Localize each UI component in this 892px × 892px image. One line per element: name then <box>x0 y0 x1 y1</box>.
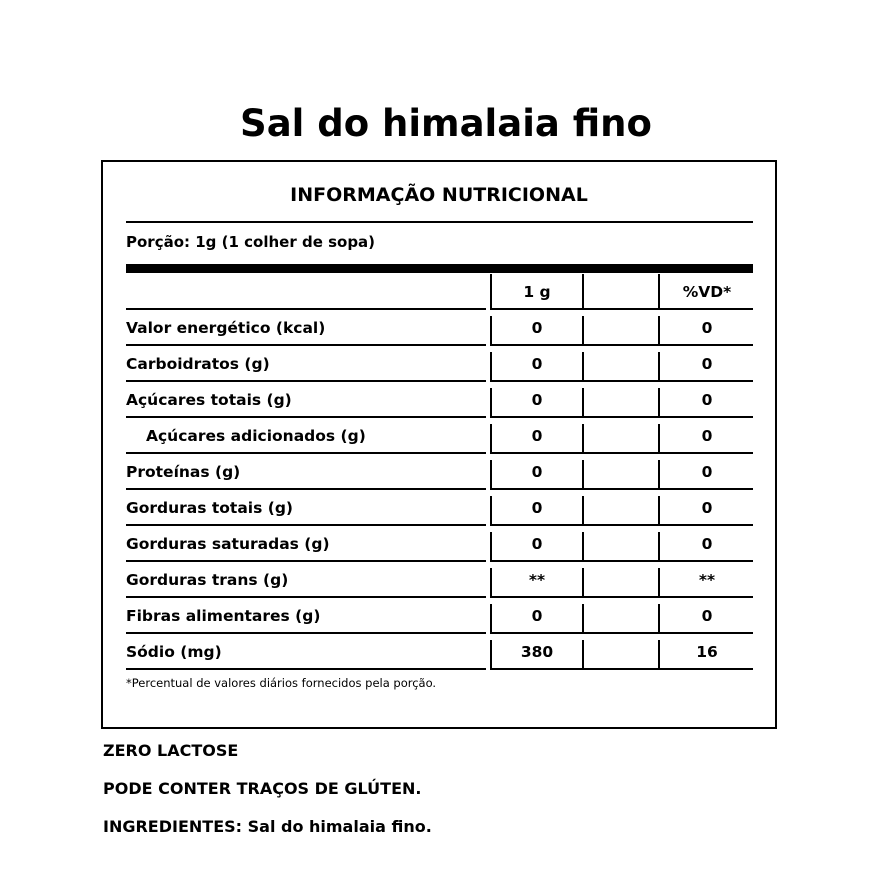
nutrient-label: Valor energético (kcal) <box>126 319 326 337</box>
nutrient-amount: 0 <box>531 535 543 553</box>
column-divider <box>658 496 660 526</box>
column-divider <box>658 274 660 310</box>
column-divider <box>490 568 492 598</box>
nutrient-amount: 380 <box>520 643 554 661</box>
nutrient-vd: 0 <box>701 535 713 553</box>
column-divider <box>658 352 660 382</box>
column-header-row <box>103 274 775 310</box>
nutrient-label: Gorduras trans (g) <box>126 571 289 589</box>
nutrient-row <box>103 310 775 346</box>
nutrient-label: Açúcares adicionados (g) <box>146 427 366 445</box>
thick-divider <box>126 264 753 273</box>
nutrient-row <box>103 634 775 670</box>
nutrient-amount: 0 <box>531 427 543 445</box>
column-divider <box>582 424 584 454</box>
lactose-note: ZERO LACTOSE <box>103 741 239 760</box>
portion-text: Porção: 1g (1 colher de sopa) <box>126 233 376 251</box>
nutrient-row <box>103 562 775 598</box>
column-divider <box>582 460 584 490</box>
nutrient-vd: 0 <box>701 427 713 445</box>
nutrient-amount: 0 <box>531 391 543 409</box>
column-divider <box>658 568 660 598</box>
nutrient-row <box>103 526 775 562</box>
column-divider <box>490 316 492 346</box>
product-title: Sal do himalaia fino <box>240 102 652 145</box>
ingredients-text: INGREDIENTES: Sal do himalaia fino. <box>103 817 432 836</box>
column-divider <box>490 274 492 310</box>
gluten-warning: PODE CONTER TRAÇOS DE GLÚTEN. <box>103 779 422 798</box>
nutrient-vd: ** <box>698 571 716 589</box>
column-divider <box>490 352 492 382</box>
nutrient-label: Sódio (mg) <box>126 643 222 661</box>
vd-column-header: %VD* <box>682 283 732 301</box>
nutrient-amount: 0 <box>531 355 543 373</box>
row-rule <box>660 668 753 670</box>
row-rule <box>584 668 658 670</box>
nutrient-vd: 0 <box>701 319 713 337</box>
nutrient-vd: 0 <box>701 355 713 373</box>
amount-column-header: 1 g <box>523 283 551 301</box>
nutrient-amount: 0 <box>531 463 543 481</box>
column-divider <box>490 460 492 490</box>
column-divider <box>658 388 660 418</box>
divider-under-heading <box>126 221 753 223</box>
column-divider <box>582 352 584 382</box>
column-divider <box>490 496 492 526</box>
nutrient-vd: 0 <box>701 499 713 517</box>
column-divider <box>582 274 584 310</box>
nutrient-vd: 0 <box>701 607 713 625</box>
column-divider <box>490 604 492 634</box>
row-rule <box>490 668 582 670</box>
nutrient-vd: 16 <box>696 643 718 661</box>
nutrient-label: Proteínas (g) <box>126 463 241 481</box>
nutrient-vd: 0 <box>701 463 713 481</box>
row-rule <box>126 668 486 670</box>
column-divider <box>582 388 584 418</box>
column-divider <box>490 424 492 454</box>
column-divider <box>658 424 660 454</box>
nutrient-amount: 0 <box>531 319 543 337</box>
nutrient-amount: ** <box>528 571 546 589</box>
column-divider <box>658 640 660 670</box>
nutrient-amount: 0 <box>531 607 543 625</box>
nutrient-label: Gorduras totais (g) <box>126 499 293 517</box>
nutrition-facts-panel <box>101 160 777 729</box>
nutrient-amount: 0 <box>531 499 543 517</box>
nutrient-row <box>103 490 775 526</box>
nutrient-vd: 0 <box>701 391 713 409</box>
column-divider <box>658 532 660 562</box>
nutrient-label: Fibras alimentares (g) <box>126 607 321 625</box>
nutrient-label: Gorduras saturadas (g) <box>126 535 330 553</box>
nutrient-row <box>103 382 775 418</box>
column-divider <box>658 316 660 346</box>
column-divider <box>490 388 492 418</box>
column-divider <box>582 568 584 598</box>
nutrient-row <box>103 454 775 490</box>
column-divider <box>582 604 584 634</box>
column-divider <box>582 532 584 562</box>
nutrient-row <box>103 346 775 382</box>
column-divider <box>582 640 584 670</box>
column-divider <box>490 532 492 562</box>
nutrient-row <box>103 418 775 454</box>
nutrient-label: Açúcares totais (g) <box>126 391 292 409</box>
footnote: *Percentual de valores diários fornecidos pela porção. <box>126 676 437 690</box>
column-divider <box>582 316 584 346</box>
column-divider <box>658 460 660 490</box>
column-divider <box>658 604 660 634</box>
column-divider <box>490 640 492 670</box>
nutrition-panel-heading: INFORMAÇÃO NUTRICIONAL <box>290 184 588 206</box>
nutrient-label: Carboidratos (g) <box>126 355 270 373</box>
nutrient-row <box>103 598 775 634</box>
column-divider <box>582 496 584 526</box>
